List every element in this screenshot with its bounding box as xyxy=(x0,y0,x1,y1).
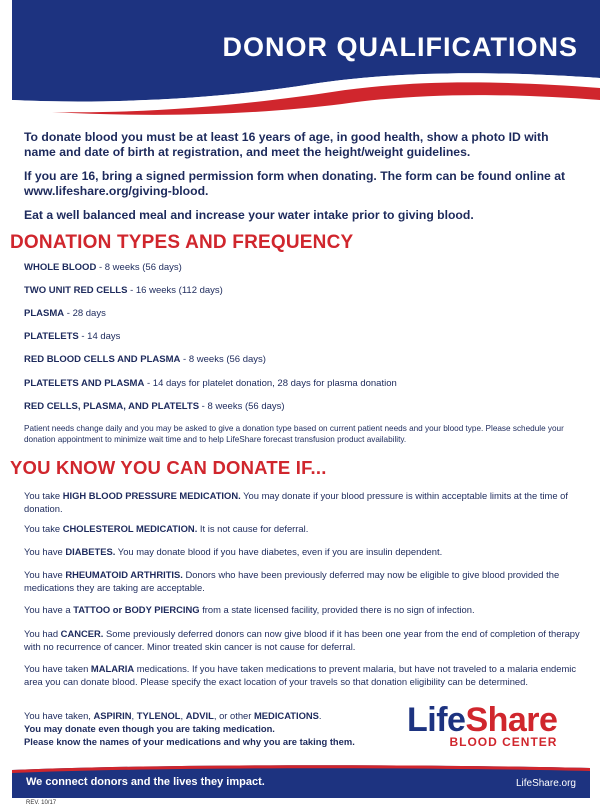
donation-type-frequency: - 14 days for platelet donation, 28 days for plasma donation xyxy=(144,378,397,389)
separator-text: , or other xyxy=(213,710,254,721)
item-intro-text: You take xyxy=(24,490,63,501)
revision-label: REV. 10/17 xyxy=(26,800,57,806)
item-intro-text: You had xyxy=(24,628,61,639)
item-explanation: medications. If you have taken medications to prevent malaria, but have not traveled to a malaria endemic area you can donate blood. Please specify the exact location of your travels so that donation eligibility can be determined. xyxy=(24,663,577,687)
donation-type-item xyxy=(24,262,182,273)
intro-section xyxy=(24,130,580,223)
medication-other: MEDICATIONS xyxy=(253,710,319,721)
footer-banner xyxy=(12,764,590,798)
donation-type-name: PLASMA xyxy=(24,308,65,319)
logo-share-text: Share xyxy=(465,701,558,739)
can-donate-item xyxy=(24,662,580,688)
donation-type-frequency: - 14 days xyxy=(78,331,121,342)
item-intro-text: You take xyxy=(24,523,63,534)
item-condition: MALARIA xyxy=(90,663,135,674)
donation-type-name: RED BLOOD CELLS AND PLASMA xyxy=(24,354,181,365)
item-condition: CANCER. xyxy=(60,628,104,639)
item-intro-text: You have taken xyxy=(24,663,91,674)
donation-type-item xyxy=(24,401,285,412)
item-condition: RHEUMATOID ARTHRITIS. xyxy=(65,569,183,580)
intro-permission-form: If you are 16, bring a signed permission form when donating. The form can be found online at www.lifeshare.org/giving-blood. xyxy=(24,169,566,198)
donation-type-frequency: - 28 days xyxy=(64,308,106,319)
donation-type-name: PLATELETS xyxy=(24,331,79,342)
intro-age-requirement: To donate blood you must be at least 16 years of age, in good health, show a photo ID with name and date of birth at registration, and meet the height/weight guidelines. xyxy=(24,130,549,159)
item-condition: CHOLESTEROL MEDICATION. xyxy=(62,523,198,534)
medications-advice-line: Please know the names of your medications and why you are taking them. xyxy=(24,736,355,747)
donation-type-name: WHOLE BLOOD xyxy=(24,262,97,273)
can-donate-item xyxy=(24,545,580,558)
footer-website: LifeShare.org xyxy=(515,778,576,789)
item-intro-text: You have xyxy=(24,569,66,580)
medications-item xyxy=(24,709,394,748)
can-donate-item xyxy=(24,627,580,653)
item-condition: TATTOO or BODY PIERCING xyxy=(73,604,200,615)
donation-type-item xyxy=(24,354,266,365)
medication-tylenol: TYLENOL xyxy=(136,710,181,721)
item-condition: HIGH BLOOD PRESSURE MEDICATION. xyxy=(62,490,241,501)
donation-type-frequency: - 8 weeks (56 days) xyxy=(199,401,285,412)
can-donate-item xyxy=(24,522,580,535)
item-explanation: from a state licensed facility, provided there is no sign of infection. xyxy=(199,604,475,615)
item-explanation: It is not cause for deferral. xyxy=(197,523,309,534)
donation-type-frequency: - 8 weeks (56 days) xyxy=(96,262,182,273)
item-explanation: You may donate if your blood pressure is within acceptable limits at the time of donation. xyxy=(24,490,568,514)
intro-meal-advice: Eat a well balanced meal and increase your water intake prior to giving blood. xyxy=(24,208,474,222)
can-donate-item xyxy=(24,568,580,594)
item-explanation: Donors who have been previously deferred may now be eligible to give blood provided the medications they are taking are acceptable. xyxy=(24,569,560,593)
logo-wordmark xyxy=(407,703,557,737)
can-donate-heading: YOU KNOW YOU CAN DONATE IF... xyxy=(10,457,327,478)
item-explanation: Some previously deferred donors can now give blood if it has been one year from the end of completion of therapy with no recurrence of cancer. Minor treated skin cancer is not cause for deferral. xyxy=(24,628,580,652)
donation-type-frequency: - 16 weeks (112 days) xyxy=(127,285,223,296)
donation-type-item xyxy=(24,331,120,342)
medications-line xyxy=(24,709,394,722)
separator-text: , xyxy=(131,710,137,721)
logo-subtitle: BLOOD CENTER xyxy=(449,735,558,749)
lifeshare-logo xyxy=(407,703,557,749)
donation-type-item xyxy=(24,378,397,389)
separator-text: , xyxy=(180,710,186,721)
item-intro-text: You have a xyxy=(24,604,74,615)
donation-type-name: TWO UNIT RED CELLS xyxy=(24,285,128,296)
medications-note-line: You may donate even though you are taking medication. xyxy=(24,723,275,734)
item-intro-text: You have xyxy=(24,546,66,557)
item-intro-text: You have taken, xyxy=(24,710,94,721)
can-donate-item xyxy=(24,489,580,515)
footer-tagline: We connect donors and the lives they impact. xyxy=(26,776,265,788)
donation-type-name: PLATELETS AND PLASMA xyxy=(24,378,145,389)
medication-aspirin: ASPIRIN xyxy=(93,710,132,721)
donation-types-heading: DONATION TYPES AND FREQUENCY xyxy=(10,232,354,253)
donation-type-item xyxy=(24,308,106,319)
donation-type-frequency: - 8 weeks (56 days) xyxy=(180,354,266,365)
item-condition: DIABETES. xyxy=(65,546,116,557)
donation-type-name: RED CELLS, PLASMA, AND PLATELTS xyxy=(24,401,200,412)
item-explanation: You may donate blood if you have diabetes, even if you are insulin dependent. xyxy=(115,546,443,557)
page-title: DONOR QUALIFICATIONS xyxy=(222,32,578,62)
donation-type-item xyxy=(24,285,223,296)
donation-types-note: Patient needs change daily and you may be asked to give a donation type based on current patient needs and your blood type. Please schedule your donation appointment to minimize wait time and to help LifeShare forecast transfusion product availability. xyxy=(24,424,564,444)
medication-advil: ADVIL xyxy=(185,710,214,721)
separator-text: . xyxy=(318,710,322,721)
can-donate-item xyxy=(24,603,580,616)
logo-life-text: Life xyxy=(407,701,466,739)
header-banner xyxy=(12,0,600,118)
